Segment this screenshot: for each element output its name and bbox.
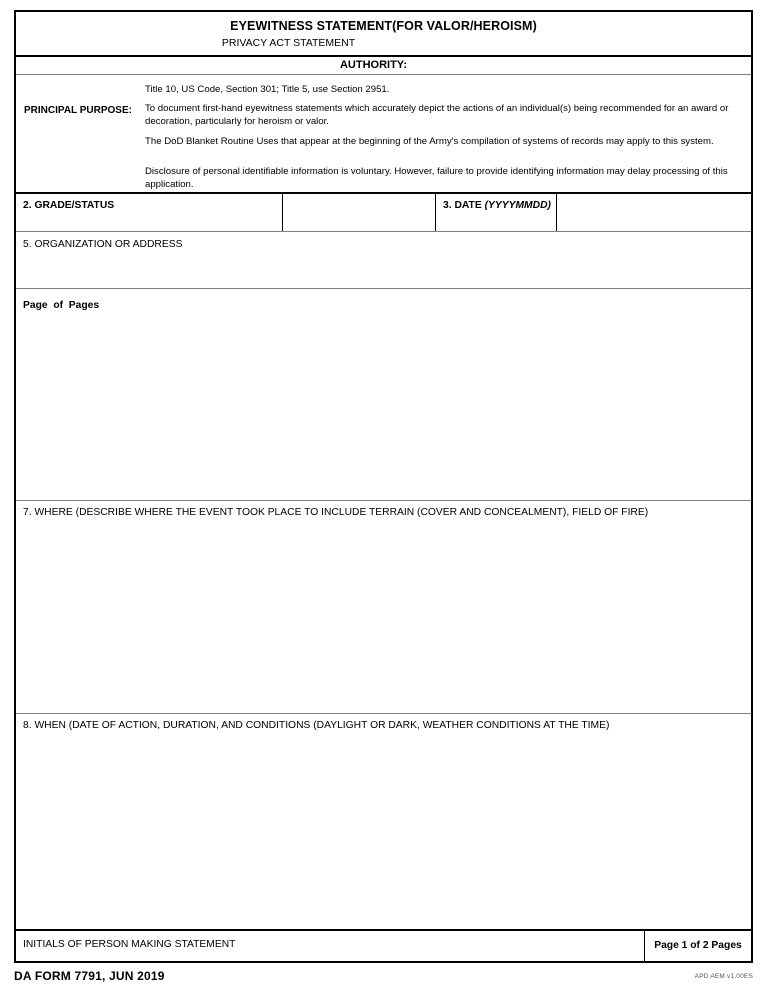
authority-label: AUTHORITY: <box>339 58 407 71</box>
form-identifier: DA FORM 7791, JUN 2019 <box>14 969 165 983</box>
date-input[interactable] <box>557 194 751 231</box>
page-count-cell <box>645 931 751 961</box>
where-block[interactable] <box>16 501 751 714</box>
date-field[interactable] <box>436 194 557 231</box>
grade-status-field[interactable] <box>16 194 283 231</box>
organization-block[interactable] <box>16 232 751 289</box>
where-label: 7. WHERE (DESCRIBE WHERE THE EVENT TOOK PLACE TO INCLUDE TERRAIN (COVER AND CONCEALMENT), FIELD OF FIRE) <box>23 507 649 518</box>
form-frame <box>14 10 753 963</box>
statement-narrative-block[interactable] <box>16 289 751 501</box>
page-title: EYEWITNESS STATEMENT(FOR VALOR/HEROISM) <box>230 19 537 33</box>
principal-purpose-block <box>16 75 751 194</box>
initials-footer-row <box>16 929 751 961</box>
purpose-paragraph-purpose: To document first-hand eyewitness statements which accurately depict the actions of an individual(s) being recommended for an award or decoration, particularly for heroism or valor. <box>145 103 729 128</box>
page-of-pages-label: Page of Pages <box>23 299 100 311</box>
principal-purpose-body <box>145 84 745 199</box>
date-format-hint: (YYYYMMDD) <box>484 200 551 212</box>
purpose-paragraph-disclosure: Disclosure of personal identifiable information is voluntary. However, failure to provide identifying information may delay processing of this application. <box>145 166 728 190</box>
when-block[interactable] <box>16 714 751 929</box>
grade-status-label: 2. GRADE/STATUS <box>23 200 115 212</box>
title-block <box>16 12 751 57</box>
authority-band <box>16 57 751 75</box>
grade-date-row <box>16 194 751 232</box>
purpose-paragraph-routine-uses: The DoD Blanket Routine Uses that appear at the beginning of the Army's compilation of systems of records may apply to this system. <box>145 135 714 147</box>
purpose-paragraph-authority: Title 10, US Code, Section 301; Title 5, use Section 2951. <box>145 83 390 95</box>
initials-label: INITIALS OF PERSON MAKING STATEMENT <box>23 939 236 951</box>
date-label: 3. DATE (YYYYMMDD) <box>443 200 551 212</box>
organization-label: 5. ORGANIZATION OR ADDRESS <box>23 239 183 251</box>
privacy-act-subtitle: PRIVACY ACT STATEMENT <box>221 37 356 49</box>
when-label: 8. WHEN (DATE OF ACTION, DURATION, AND CONDITIONS (DAYLIGHT OR DARK, WEATHER CONDITIONS AT THE TIME) <box>23 720 610 732</box>
page-count-label: Page 1 of 2 Pages <box>654 940 742 952</box>
initials-field[interactable] <box>16 931 645 961</box>
principal-purpose-label: PRINCIPAL PURPOSE: <box>24 104 132 116</box>
form-version: APD AEM v1.00ES <box>694 973 753 980</box>
grade-status-input[interactable] <box>283 194 436 231</box>
